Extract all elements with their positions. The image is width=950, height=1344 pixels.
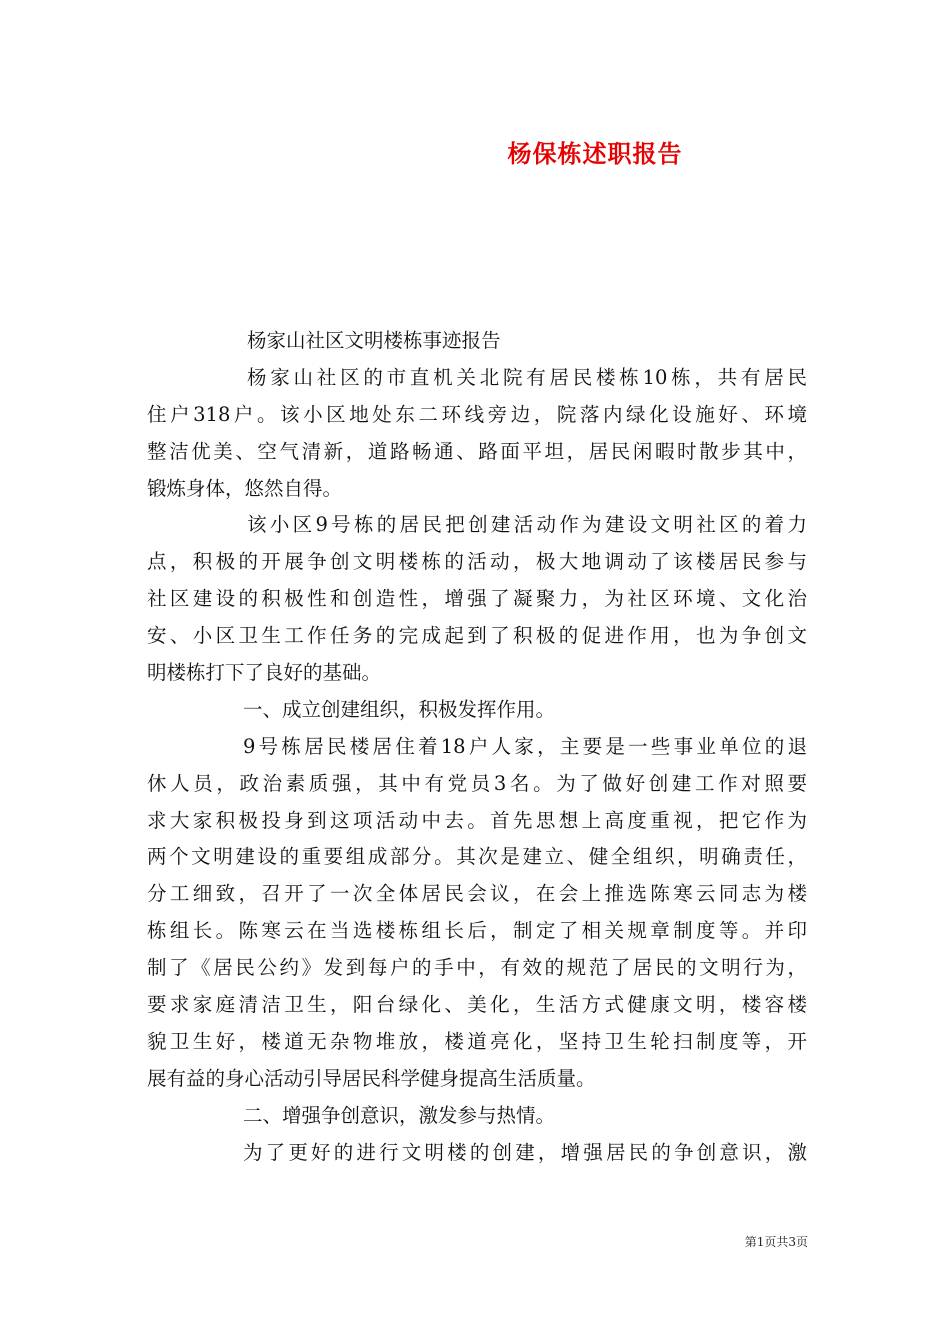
body-line: 点，积极的开展争创文明楼栋的活动，极大地调动了该楼居民参与 [147,550,807,574]
body-line: 住户318户。该小区地处东二环线旁边，院落内绿化设施好、环境 [147,402,807,426]
body-line: 两个文明建设的重要组成部分。其次是建立、健全组织，明确责任， [147,845,807,869]
section-heading: 二、增强争创意识，激发参与热情。 [243,1103,556,1127]
page-number: 第1页共3页 [744,1235,808,1249]
body-line: 展有益的身心活动引导居民科学健身提高生活质量。 [147,1066,596,1090]
body-line: 9号栋居民楼居住着18户人家，主要是一些事业单位的退 [243,734,807,758]
body-line: 为了更好的进行文明楼的创建，增强居民的争创意识，激 [243,1140,807,1164]
document-title: 杨保栋述职报告 [507,139,683,168]
section-heading: 一、成立创建组织，积极发挥作用。 [243,697,556,721]
body-line: 求大家积极投身到这项活动中去。首先思想上高度重视，把它作为 [147,808,807,832]
body-line: 分工细致，召开了一次全体居民会议，在会上推选陈寒云同志为楼 [147,882,807,906]
body-line: 锻炼身体，悠然自得。 [147,476,343,500]
document-body [147,323,807,1171]
body-line: 社区建设的积极性和创造性，增强了凝聚力，为社区环境、文化治 [147,587,807,611]
body-line: 杨家山社区的市直机关北院有居民楼栋10栋，共有居民 [247,365,807,389]
body-line: 该小区9号栋的居民把创建活动作为建设文明社区的着力 [247,513,807,537]
body-line: 栋组长。陈寒云在当选楼栋组长后，制定了相关规章制度等。并印 [147,919,807,943]
body-line: 貌卫生好，楼道无杂物堆放，楼道亮化，坚持卫生轮扫制度等，开 [147,1029,807,1053]
body-line: 明楼栋打下了良好的基础。 [147,661,382,685]
body-line: 制了《居民公约》发到每户的手中，有效的规范了居民的文明行为， [147,956,807,980]
body-line: 安、小区卫生工作任务的完成起到了积极的促进作用，也为争创文 [147,624,807,648]
report-subtitle: 杨家山社区文明楼栋事迹报告 [247,329,501,352]
body-line: 休人员，政治素质强，其中有党员3名。为了做好创建工作对照要 [147,771,807,795]
body-line: 要求家庭清洁卫生，阳台绿化、美化，生活方式健康文明，楼容楼 [147,993,807,1017]
body-line: 整洁优美、空气清新，道路畅通、路面平坦，居民闲暇时散步其中， [147,439,807,463]
